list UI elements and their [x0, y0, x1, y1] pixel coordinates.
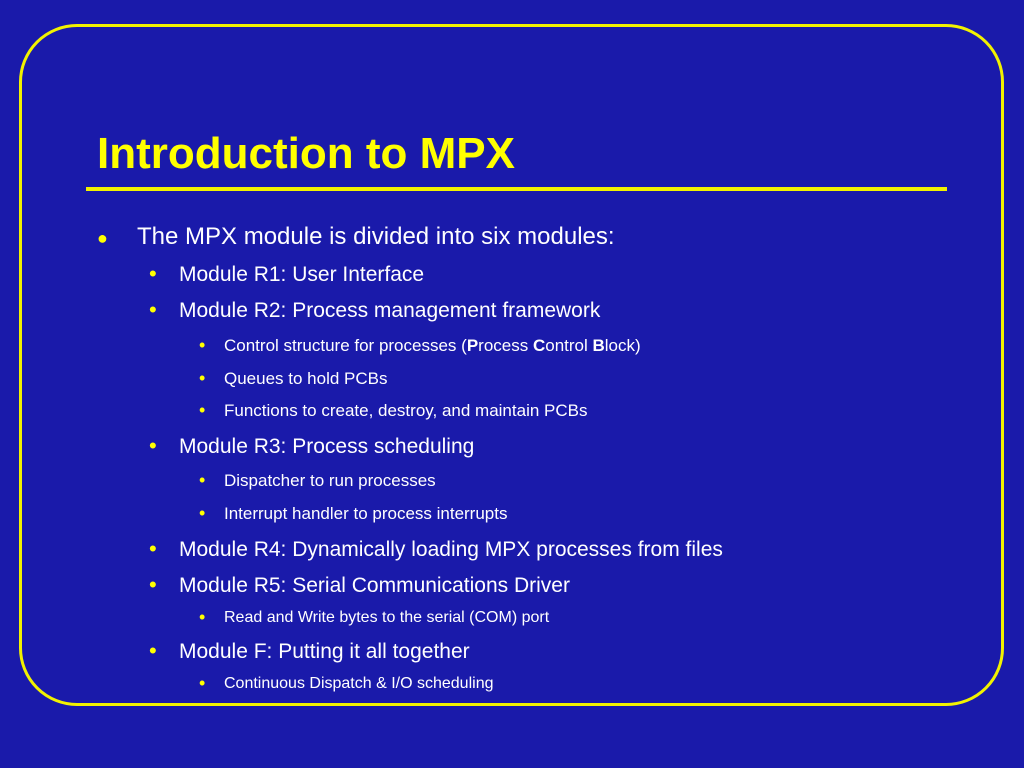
r3-sub2-text: Interrupt handler to process interrupts [224, 504, 508, 523]
bullet-dot-icon: • [199, 607, 206, 627]
bullet-module-r5 [149, 572, 570, 599]
bullet-dot-icon: • [199, 335, 206, 355]
bullet-f-continuous-dispatch [199, 673, 494, 695]
bullet-module-r1 [149, 261, 425, 288]
bullet-dot-icon: • [199, 470, 206, 490]
bullet-dot-icon: • [149, 433, 157, 458]
bullet-dot-icon: • [149, 638, 157, 663]
bullet-module-r4 [149, 536, 723, 563]
bullet-dot-icon: • [199, 503, 206, 523]
title-underline [86, 187, 947, 191]
module-r3-text: Module R3: Process scheduling [179, 435, 475, 458]
module-r4-text: Module R4: Dynamically loading MPX processes from files [179, 538, 723, 561]
bullet-r3-dispatcher [199, 470, 436, 492]
module-r5-text: Module R5: Serial Communications Driver [179, 574, 570, 597]
bullet-r3-interrupt [199, 503, 508, 525]
module-r1-text: Module R1: User Interface [179, 263, 425, 286]
bullet-r2-control-structure [199, 335, 641, 357]
r5-sub1-text: Read and Write bytes to the serial (COM) port [224, 609, 550, 626]
r3-sub1-text: Dispatcher to run processes [224, 471, 436, 490]
bullet-module-f [149, 638, 470, 665]
bullet-r2-functions [199, 400, 588, 422]
bullet-module-r3 [149, 433, 475, 460]
r2-sub3-text: Functions to create, destroy, and maintain PCBs [224, 401, 588, 420]
module-r2-text: Module R2: Process management framework [179, 299, 601, 322]
bullet-module-r2 [149, 297, 601, 324]
bullet-intro [97, 223, 615, 251]
bullet-dot-icon: • [149, 261, 157, 286]
bullet-dot-icon: • [149, 536, 157, 561]
bullet-dot-icon: • [199, 368, 206, 388]
bullet-r5-read-write [199, 607, 550, 629]
intro-text: The MPX module is divided into six modules: [137, 223, 615, 250]
r2-sub1-text: Control structure for processes (Process Control Block) [224, 336, 641, 355]
bullet-dot-icon: ● [97, 228, 108, 248]
bullet-dot-icon: • [149, 297, 157, 322]
bullet-r2-queues [199, 368, 388, 390]
bullet-dot-icon: • [199, 400, 206, 420]
module-f-text: Module F: Putting it all together [179, 640, 470, 663]
slide-title: Introduction to MPX [97, 129, 515, 178]
r2-sub2-text: Queues to hold PCBs [224, 369, 388, 388]
bullet-dot-icon: • [199, 673, 206, 693]
bullet-dot-icon: • [149, 572, 157, 597]
f-sub1-text: Continuous Dispatch & I/O scheduling [224, 675, 494, 692]
